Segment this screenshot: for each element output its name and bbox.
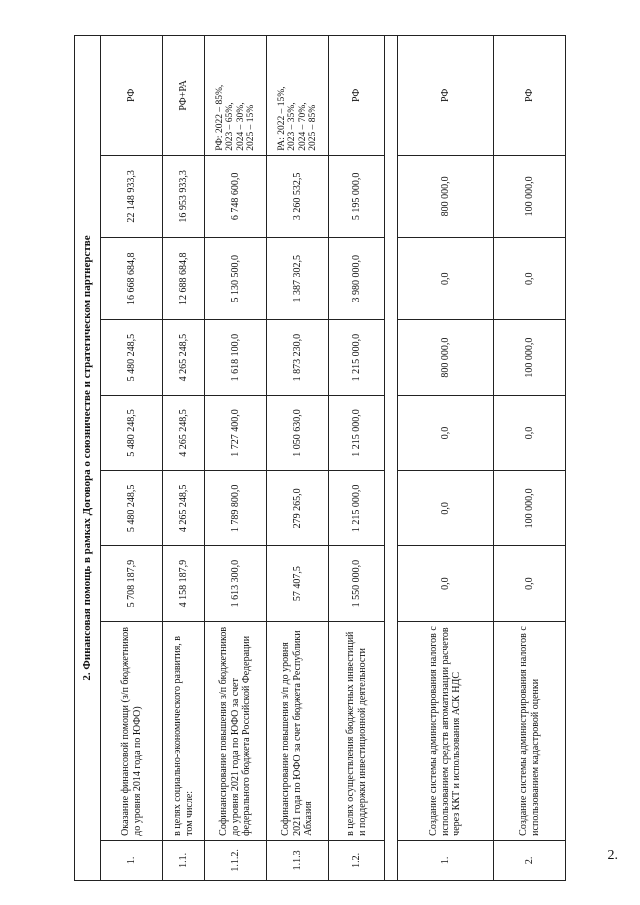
page-number: 2. xyxy=(607,848,618,863)
value-cell: 6 748 600,0 xyxy=(205,155,267,237)
value-cell: 800 000,0 xyxy=(398,155,494,237)
table-row xyxy=(494,36,566,881)
table-row xyxy=(398,36,494,881)
funding-source: РФ xyxy=(398,36,494,156)
funding-source: РА: 2022 – 15%, 2023 – 35%, 2024 – 70%, 2025 – 85% xyxy=(267,36,329,156)
row-description: в целях социально-экономического развития, в том числе: xyxy=(163,621,205,840)
value-cell: 0,0 xyxy=(398,238,494,320)
value-cell: 0,0 xyxy=(398,546,494,621)
value-cell: 800 000,0 xyxy=(398,320,494,395)
value-cell: 1 550 000,0 xyxy=(329,546,385,621)
value-cell: 0,0 xyxy=(494,546,566,621)
value-cell: 5 480 248,5 xyxy=(101,320,163,395)
value-cell: 1 215 000,0 xyxy=(329,471,385,546)
row-description: в целях осуществления бюджетных инвестиций и поддержки инвестиционной деятельности xyxy=(329,621,385,840)
row-index: 1.1.2. xyxy=(205,840,267,880)
value-cell: 0,0 xyxy=(398,471,494,546)
section-divider xyxy=(385,36,398,881)
section-title: 2. Финансовая помощь в рамках Договора о союзничестве и стратегическом партнерстве xyxy=(75,36,101,881)
row-index: 2. xyxy=(494,840,566,880)
value-cell: 1 050 630,0 xyxy=(267,395,329,470)
row-index: 1.2. xyxy=(329,840,385,880)
table-row xyxy=(205,36,267,881)
value-cell: 5 195 000,0 xyxy=(329,155,385,237)
row-description: Создание системы администрирования налогов с использованием средств автоматизации расчетов через ККТ и использования АСК НДС xyxy=(398,621,494,840)
value-cell: 4 265 248,5 xyxy=(163,320,205,395)
value-cell: 57 407,5 xyxy=(267,546,329,621)
value-cell: 5 708 187,9 xyxy=(101,546,163,621)
row-index: 1. xyxy=(101,840,163,880)
value-cell: 4 158 187,9 xyxy=(163,546,205,621)
value-cell: 1 727 400,0 xyxy=(205,395,267,470)
value-cell: 5 480 248,5 xyxy=(101,471,163,546)
value-cell: 3 260 532,5 xyxy=(267,155,329,237)
table-row xyxy=(267,36,329,881)
value-cell: 100 000,0 xyxy=(494,471,566,546)
table-row xyxy=(329,36,385,881)
value-cell: 16 668 684,8 xyxy=(101,238,163,320)
row-index: 1.1.3 xyxy=(267,840,329,880)
value-cell: 16 953 933,3 xyxy=(163,155,205,237)
funding-source: РФ xyxy=(101,36,163,156)
table-row xyxy=(163,36,205,881)
funding-source: РФ: 2022 – 85%, 2023 – 65%, 2024 – 30%, 2025 – 15% xyxy=(205,36,267,156)
value-cell: 5 480 248,5 xyxy=(101,395,163,470)
value-cell: 4 265 248,5 xyxy=(163,471,205,546)
value-cell: 5 130 500,0 xyxy=(205,238,267,320)
financial-table xyxy=(74,35,566,881)
value-cell: 1 618 100,0 xyxy=(205,320,267,395)
value-cell: 1 387 302,5 xyxy=(267,238,329,320)
value-cell: 1 873 230,0 xyxy=(267,320,329,395)
value-cell: 1 789 800,0 xyxy=(205,471,267,546)
row-index: 1. xyxy=(398,840,494,880)
funding-source: РФ xyxy=(494,36,566,156)
table-row xyxy=(101,36,163,881)
row-description: Софинансирование повышения з/п до уровня 2021 года по ЮФО за счет бюджета Республики Абхазия xyxy=(267,621,329,840)
funding-source: РФ xyxy=(329,36,385,156)
rotated-table-container xyxy=(74,35,590,881)
value-cell: 100 000,0 xyxy=(494,155,566,237)
value-cell: 1 613 300,0 xyxy=(205,546,267,621)
value-cell: 100 000,0 xyxy=(494,320,566,395)
value-cell: 279 265,0 xyxy=(267,471,329,546)
value-cell: 3 980 000,0 xyxy=(329,238,385,320)
value-cell: 4 265 248,5 xyxy=(163,395,205,470)
row-description: Софинансирование повышения з/п бюджетников до уровня 2021 года по ЮФО за счет федерального бюджета Российской Федерации xyxy=(205,621,267,840)
row-index: 1.1. xyxy=(163,840,205,880)
funding-source: РФ+РА xyxy=(163,36,205,156)
row-description: Оказание финансовой помощи (з/п бюджетников до уровня 2014 года по ЮФО) xyxy=(101,621,163,840)
value-cell: 0,0 xyxy=(494,238,566,320)
value-cell: 1 215 000,0 xyxy=(329,320,385,395)
value-cell: 0,0 xyxy=(398,395,494,470)
row-description: Создание системы администрирования налогов с использованием кадастровой оценки xyxy=(494,621,566,840)
value-cell: 12 688 684,8 xyxy=(163,238,205,320)
value-cell: 22 148 933,3 xyxy=(101,155,163,237)
value-cell: 1 215 000,0 xyxy=(329,395,385,470)
value-cell: 0,0 xyxy=(494,395,566,470)
